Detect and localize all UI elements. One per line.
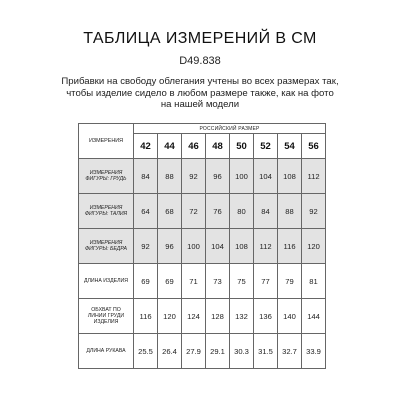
size-header-cell: 56 [302, 134, 326, 159]
table-cell: 27.9 [182, 334, 206, 369]
table-cell: 26.4 [158, 334, 182, 369]
fit-note-line: чтобы изделие сидело в любом размере также, как на фото [66, 87, 334, 99]
table-cell: 68 [158, 194, 182, 229]
measurements-header: ИЗМЕРЕНИЯ [79, 124, 134, 159]
table-cell: 128 [206, 299, 230, 334]
size-header-cell: 46 [182, 134, 206, 159]
table-cell: 69 [158, 264, 182, 299]
fit-note-line: Прибавки на свободу облегания учтены во всех размерах так, [61, 76, 339, 87]
table-cell: 92 [134, 229, 158, 264]
table-cell: 69 [134, 264, 158, 299]
table-cell: 112 [302, 159, 326, 194]
size-header-cell: 42 [134, 134, 158, 159]
table-cell: 88 [158, 159, 182, 194]
table-cell: 96 [158, 229, 182, 264]
table-cell: 116 [134, 299, 158, 334]
table-cell: 76 [206, 194, 230, 229]
size-table [78, 123, 326, 369]
row-label-line: ФИГУРЫ: ГРУДЬ [85, 176, 127, 182]
table-cell: 84 [254, 194, 278, 229]
table-row [79, 264, 326, 299]
table-row [79, 159, 326, 194]
table-cell: 144 [302, 299, 326, 334]
table-cell: 75 [230, 264, 254, 299]
table-cell: 81 [302, 264, 326, 299]
row-label [79, 229, 134, 264]
table-cell: 84 [134, 159, 158, 194]
table-cell: 29.1 [206, 334, 230, 369]
row-label-line: ЛИНИИ ГРУДИ [87, 313, 125, 319]
row-label [79, 159, 134, 194]
row-label-line: ОБХВАТ ПО [91, 307, 121, 313]
table-cell: 140 [278, 299, 302, 334]
table-cell: 112 [254, 229, 278, 264]
table-cell: 33.9 [302, 334, 326, 369]
table-cell: 25.5 [134, 334, 158, 369]
table-cell: 80 [230, 194, 254, 229]
row-label [79, 264, 134, 299]
table-cell: 136 [254, 299, 278, 334]
table-cell: 100 [230, 159, 254, 194]
table-cell: 73 [206, 264, 230, 299]
size-header-cell: 48 [206, 134, 230, 159]
table-cell: 77 [254, 264, 278, 299]
row-label-line: ФИГУРЫ: БЕДРА [85, 246, 127, 252]
table-cell: 92 [302, 194, 326, 229]
row-label-line: ФИГУРЫ: ТАЛИЯ [84, 211, 128, 217]
page-title: ТАБЛИЦА ИЗМЕРЕНИЙ В СМ [83, 30, 317, 47]
table-cell: 88 [278, 194, 302, 229]
size-header-cell: 54 [278, 134, 302, 159]
table-cell: 96 [206, 159, 230, 194]
table-cell: 31.5 [254, 334, 278, 369]
row-label-line: ДЛИНА ИЗДЕЛИЯ [83, 278, 128, 284]
table-cell: 92 [182, 159, 206, 194]
table-row [79, 299, 326, 334]
table-cell: 120 [158, 299, 182, 334]
table-cell: 132 [230, 299, 254, 334]
table-cell: 108 [278, 159, 302, 194]
table-cell: 32.7 [278, 334, 302, 369]
row-label-line: ИЗМЕРЕНИЯ [89, 205, 123, 211]
table-row [79, 334, 326, 369]
size-header-cell: 52 [254, 134, 278, 159]
row-label-line: ИЗДЕЛИЯ [93, 319, 119, 325]
russian-size-header: РОССИЙСКИЙ РАЗМЕР [134, 124, 326, 134]
size-header-cell: 44 [158, 134, 182, 159]
table-cell: 64 [134, 194, 158, 229]
table-cell: 124 [182, 299, 206, 334]
table-cell: 116 [278, 229, 302, 264]
row-label [79, 334, 134, 369]
row-label-line: ИЗМЕРЕНИЯ [89, 170, 123, 176]
row-label [79, 299, 134, 334]
table-cell: 72 [182, 194, 206, 229]
product-code: D49.838 [179, 55, 221, 67]
table-cell: 30.3 [230, 334, 254, 369]
fit-note-line: на нашей модели [160, 99, 240, 110]
table-cell: 104 [254, 159, 278, 194]
table-cell: 71 [182, 264, 206, 299]
table-cell: 104 [206, 229, 230, 264]
fit-note [60, 76, 340, 111]
row-label [79, 194, 134, 229]
size-header-cell: 50 [230, 134, 254, 159]
row-label-line: ИЗМЕРЕНИЯ [89, 240, 123, 246]
table-cell: 100 [182, 229, 206, 264]
table-cell: 120 [302, 229, 326, 264]
row-label-line: ДЛИНА РУКАВА [86, 348, 126, 354]
table-row [79, 229, 326, 264]
table-cell: 108 [230, 229, 254, 264]
table-cell: 79 [278, 264, 302, 299]
table-row [79, 194, 326, 229]
